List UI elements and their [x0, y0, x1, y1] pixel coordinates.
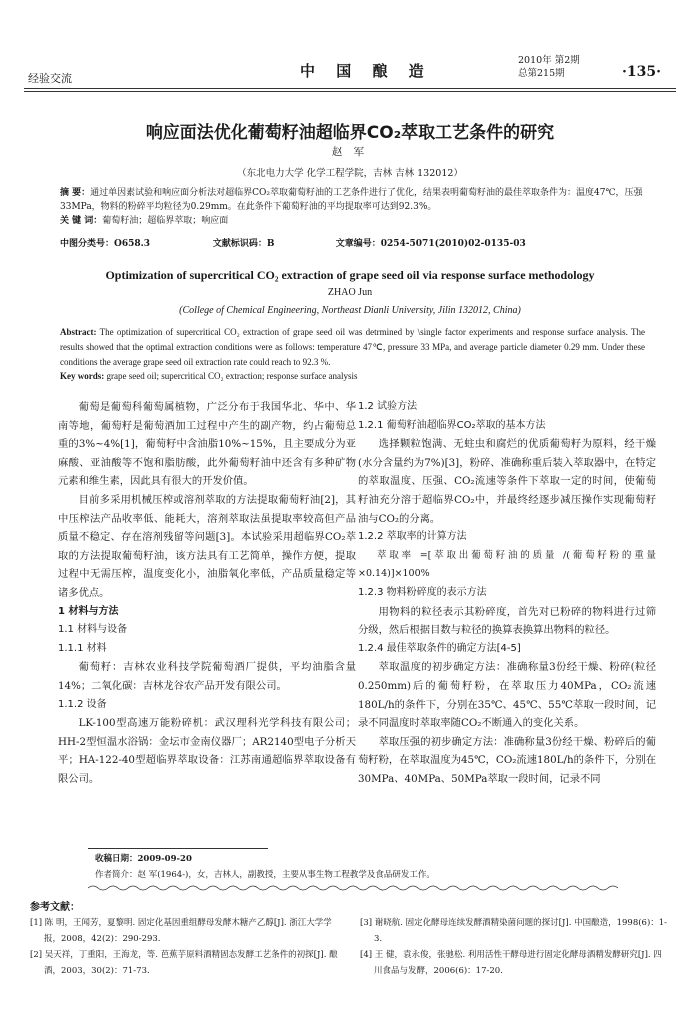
abstract-en-label: Abstract: [60, 327, 97, 337]
paragraph: 选择颗粒饱满、无蛀虫和腐烂的优质葡萄籽为原料，经干燥(水分含量约为7%)[3]，粉碎、准确称重后装入萃取器中，在特定的萃取温度、压强、CO₂流速等条件下萃取一定的时间，使葡萄籽油充分溶于超临界CO₂中，并最终经逐步减压操作实现葡萄籽油与CO₂的分离。 [358, 438, 656, 525]
references-right [360, 915, 670, 979]
subsection-heading: 1.1 材料与设备 [58, 624, 128, 636]
affiliation-cn: （东北电力大学 化学工程学院，吉林 吉林 132012） [237, 168, 463, 179]
keywords-en-label: Key words: [60, 371, 105, 381]
paragraph: 萃取温度的初步确定方法：准确称量3份经干燥、粉碎(粒径0.250mm)后的葡萄籽粉，在萃取压力40MPa，CO₂流速180L/h的条件下，分别在35℃、45℃、55℃萃取一段时间，记录不同温度时萃取率随CO₂不断通入的变化关系。 [358, 661, 656, 730]
footnote-rule [88, 848, 268, 849]
issue-info [518, 54, 580, 80]
abstract-en [60, 325, 645, 370]
reference-item: [3] 谢晓航. 固定化酵母连续发酵酒精染菌问题的探讨[J]. 中国酿造，1998(6)：1-3. [360, 918, 668, 944]
subsubsection-heading: 1.2.3 物料粉碎度的表示方法 [358, 586, 487, 598]
section-heading: 1 材料与方法 [58, 605, 119, 617]
wavy-separator [88, 884, 618, 892]
body-left-column [58, 398, 356, 788]
received-date: 收稿日期：2009-09-20 [95, 854, 192, 864]
subsubsection-heading: 1.2.2 萃取率的计算方法 [358, 531, 467, 543]
header-rule-thin [24, 91, 676, 92]
paragraph: LK-100型高速万能粉碎机：武汉理科光学科技有限公司；HH-2型恒温水浴锅：金坛市金南仪器厂；AR2140型电子分析天平；HA-122-40型超临界萃取设备：江苏南通超临界萃取设备有限公司。 [58, 717, 356, 785]
abstract-cn [60, 186, 645, 228]
references-left [30, 915, 340, 979]
paragraph: 葡萄是葡萄科葡萄属植物，广泛分布于我国华北、华中、华南等地，葡萄籽是葡萄酒加工过程中产生的副产物，约占葡萄总重的3%~4%[1]，葡萄籽中含油脂10%~15%，且主要成分为亚麻酸、亚油酸等不饱和脂肪酸，此外葡萄籽油中还含有多种矿物元素和维生素，因此具有很大的开发价值。 [58, 401, 356, 488]
keywords-cn-text: 葡萄籽油；超临界萃取；响应面 [102, 216, 229, 226]
affiliation-en: (College of Chemical Engineering, Northeast Dianli University, Jilin 132012, China) [179, 305, 521, 316]
paragraph: 目前多采用机械压榨或溶剂萃取的方法提取葡萄籽油[2]，其中压榨法产品收率低、能耗大，溶剂萃取法虽提取率较高但产品质量不稳定、存在溶剂残留等问题[3]。本试验采用超临界CO₂萃取的方法提取葡萄籽油，该方法具有工艺简单，操作方便，提取过程中无需压榨，温度变化小，油脂氧化率低，产品质量稳定等诸多优点。 [58, 493, 356, 599]
paragraph: 用物料的粒径表示其粉碎度，首先对已粉碎的物料进行过筛分级，然后根据目数与粒径的换算表换算出物料的粒径。 [358, 605, 656, 637]
abstract-cn-label: 摘 要： [60, 188, 91, 198]
reference-item: [2] 吴天祥，丁重阳，王海龙，等. 芭蕉芋原料酒精固态发酵工艺条件的初探[J]. 酿酒，2003，30(2)：71-73. [30, 950, 338, 976]
subsection-heading: 1.2 试验方法 [358, 401, 418, 412]
article-number: 文章编号：0254-5071(2010)02-0135-03 [335, 239, 526, 249]
issue-year: 2010年 第2期 [518, 55, 580, 66]
paragraph: 葡萄籽：吉林农业科技学院葡萄酒厂提供，平均油脂含量14%；二氧化碳：吉林龙谷农产品开发有限公司。 [58, 661, 356, 692]
paper-title-en: Optimization of supercritical CO₂ extraction of grape seed oil via response surface methodology [105, 268, 595, 282]
subsubsection-heading: 1.1.2 设备 [58, 698, 107, 710]
paragraph: 萃取压强的初步确定方法：准确称量3份经干燥、粉碎后的葡萄籽粉，在萃取温度为45℃，CO₂流速180L/h的条件下，分别在30MPa、40MPa、50MPa萃取一段时间，记录不同 [358, 735, 656, 785]
classification-row [60, 236, 645, 249]
abstract-cn-text: 通过单因素试验和响应面分析法对超临界CO₂萃取葡萄籽油的工艺条件进行了优化，结果表明葡萄籽油的最佳萃取条件为：温度47℃，压强33MPa，物料的粉碎平均粒径为0.29mm。在此条件下葡萄籽油的平均提取率可达到92.3%。 [60, 188, 643, 212]
references-title: 参考文献： [30, 902, 80, 913]
journal-name: 中 国 酿 造 [300, 62, 432, 80]
abstract-en-text: The optimization of supercritical CO₂ extraction of grape seed oil was detrmined by \single factor experiments and response surface analysis. The results showed that the optimal extraction conditions were as follows: temperature 47℃, pressure 33 MPa, and average particle diameter 0.29 mm. Under these conditions the average grape seed oil extraction rate could reach to 92.3 %. [60, 327, 645, 367]
subsubsection-heading: 1.1.1 材料 [58, 642, 107, 654]
section-label: 经验交流 [28, 72, 72, 85]
formula: 萃取率 =[萃取出葡萄籽油的质量 /(葡萄籽粉的重量×0.14)]×100% [358, 549, 656, 580]
body-right-column [358, 398, 656, 788]
paper-title-cn: 响应面法优化葡萄籽油超临界CO₂萃取工艺条件的研究 [145, 123, 555, 143]
issue-total: 总第215期 [518, 68, 565, 79]
author-cn: 赵 军 [331, 146, 369, 158]
keywords-en-text: grape seed oil; supercritical CO₂ extraction; response surface analysis [106, 371, 358, 381]
header-rule [24, 88, 676, 89]
page-number: ·135· [622, 64, 661, 80]
author-bio: 作者简介：赵 军(1964-)，女，吉林人，副教授，主要从事生物工程教学及食品研发工作。 [95, 870, 435, 880]
reference-item: [4] 王 健，袁永俊，张驰松. 利用活性干酵母进行固定化酵母酒精发酵研究[J]. 四川食品与发酵，2006(6)：17-20. [360, 950, 662, 976]
document-code: 文献标识码：B [212, 239, 275, 249]
keywords-en [60, 371, 645, 381]
subsubsection-heading: 1.2.1 葡萄籽油超临界CO₂萃取的基本方法 [358, 419, 546, 431]
keywords-cn-label: 关 键 词： [60, 216, 103, 226]
footnote [95, 851, 435, 883]
subsubsection-heading: 1.2.4 最佳萃取条件的确定方法[4-5] [358, 642, 521, 654]
clc-number: 中图分类号：O658.3 [60, 239, 151, 249]
reference-item: [1] 陈 明，王闻芳，夏黎明. 固定化基因重组酵母发酵木糖产乙醇[J]. 浙江大学学报，2008，42(2)：290-293. [30, 918, 332, 944]
author-en: ZHAO Jun [327, 287, 373, 298]
